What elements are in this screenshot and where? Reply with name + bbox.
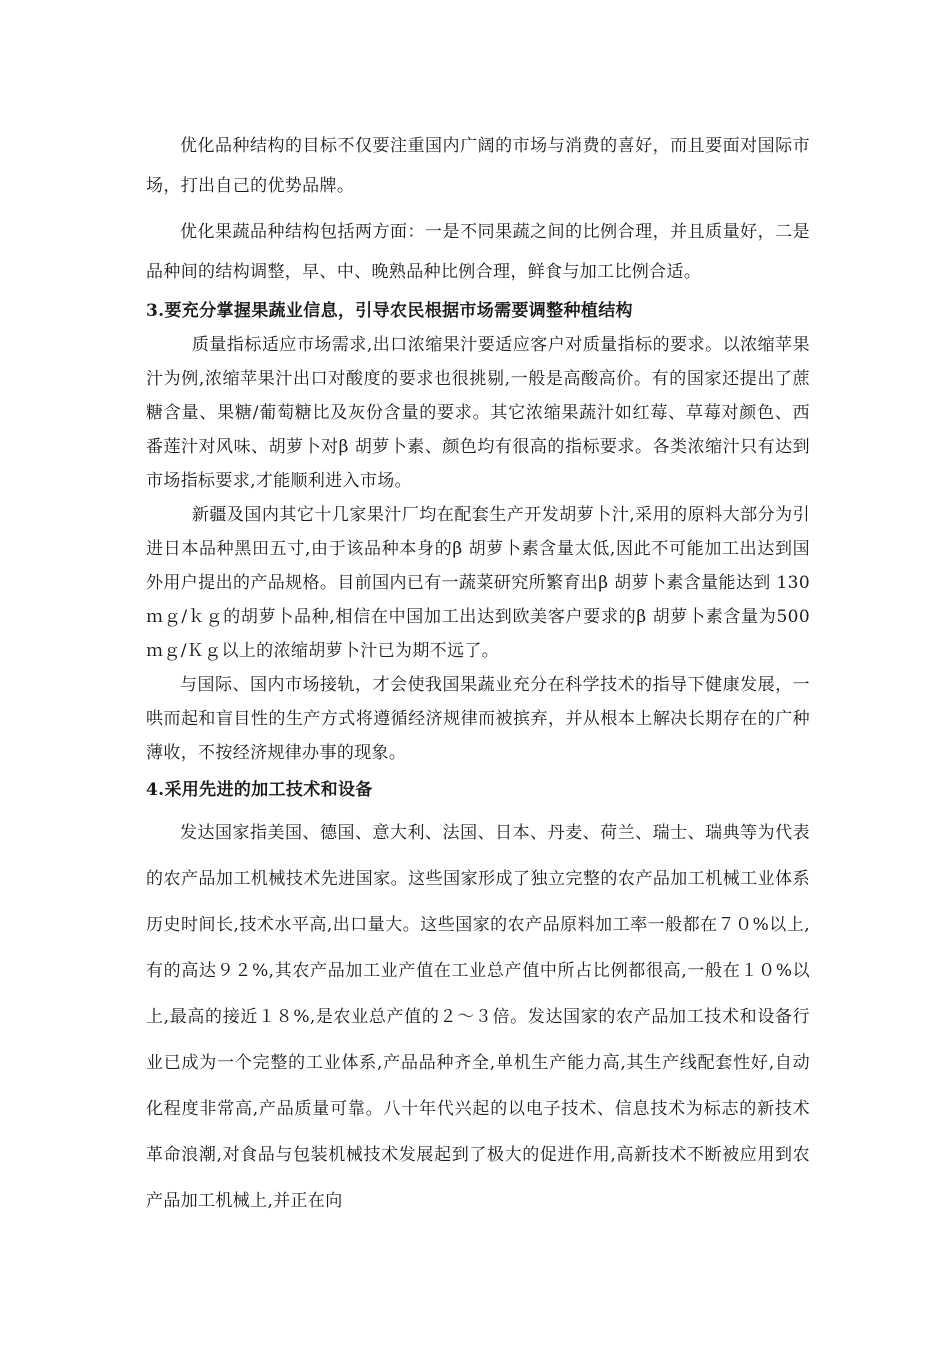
paragraph-developed-countries: 发达国家指美国、德国、意大利、法国、日本、丹麦、荷兰、瑞士、瑞典等为代表的农产品加工机械技术先进国家。这些国家形成了独立完整的农产品加工机械工业体系历史时间长,技术水平高,出口量大。这些国家的农产品原料加工率一般都在７０%以上,有的高达９２%,其农产品加工业产值在工业总产值中所占比例都很高,一般在１０%以上,最高的接近１８%,是农业总产值的２～３倍。发达国家的农产品加工技术和设备行业已成为一个完整的工业体系,产品品种齐全,单机生产能力高,其生产线配套性好,自动化程度非常高,产品质量可靠。八十年代兴起的以电子技术、信息技术为标志的新技术革命浪潮,对食品与包装机械技术发展起到了极大的促进作用,高新技术不断被应用到农产品加工机械上,并正在向 (146, 823, 810, 1211)
paragraph-market-integration: 与国际、国内市场接轨，才会使我国果蔬业充分在科学技术的指导下健康发展，一哄而起和盲目性的生产方式将遵循经济规律而被摈弃，并从根本上解决长期存在的广种薄收，不按经济规律办事的现象。 (146, 675, 810, 763)
section-heading-3: 3.要充分掌握果蔬业信息，引导农民根据市场需要调整种植结构 (146, 301, 633, 321)
document-page (146, 126, 810, 1224)
paragraph-carrot-juice: 新疆及国内其它十几家果汁厂均在配套生产开发胡萝卜汁,采用的原料大部分为引进日本品种黑田五寸,由于该品种本身的β 胡萝卜素含量太低,因此不可能加工出达到国外用户提出的产品规格。目前国内已有一蔬菜研究所繁育出β 胡萝卜素含量能达到 130ｍｇ/ｋｇ的胡萝卜品种,相信在中国加工出达到欧美客户要求的β 胡萝卜素含量为500ｍｇ/Ｋｇ以上的浓缩胡萝卜汁已为期不远了。 (146, 505, 810, 661)
paragraph-variety-structure: 优化果蔬品种结构包括两方面：一是不同果蔬之间的比例合理，并且质量好，二是品种间的结构调整，早、中、晚熟品种比例合理，鲜食与加工比例合适。 (146, 222, 810, 282)
paragraph-variety-goal: 优化品种结构的目标不仅要注重国内广阔的市场与消费的喜好，而且要面对国际市场，打出自己的优势品牌。 (146, 136, 810, 196)
paragraph-quality-indicators: 质量指标适应市场需求,出口浓缩果汁要适应客户对质量指标的要求。以浓缩苹果汁为例,浓缩苹果汁出口对酸度的要求也很挑剔,一般是高酸高价。有的国家还提出了蔗糖含量、果糖/葡萄糖比及灰份含量的要求。其它浓缩果蔬汁如红莓、草莓对颜色、西番莲汁对风味、胡萝卜对β 胡萝卜素、颜色均有很高的指标要求。各类浓缩汁只有达到市场指标要求,才能顺利进入市场。 (146, 335, 810, 491)
section-heading-4: 4.采用先进的加工技术和设备 (146, 780, 373, 800)
